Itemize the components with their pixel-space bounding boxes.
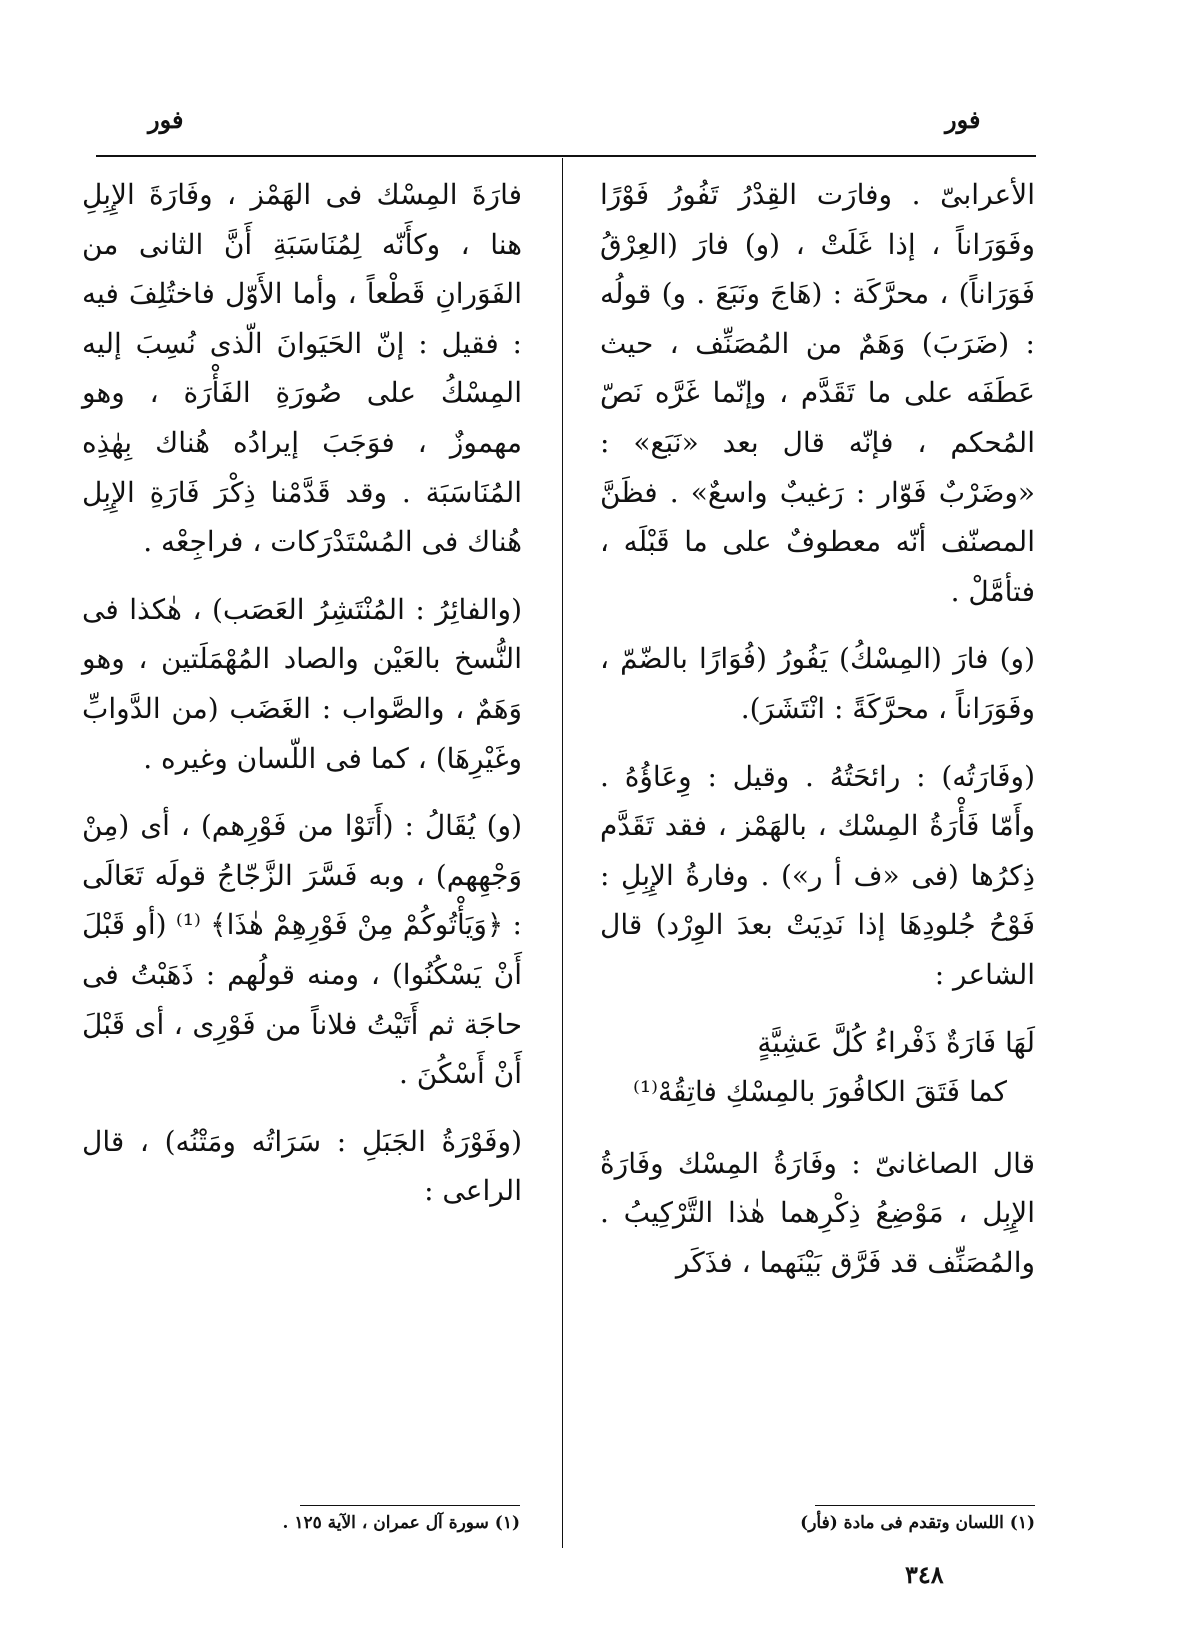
verse-hemistich-2: كما فَتَقَ الكافُورَ بالمِسْكِ فاتِقُهْ⁽¹⁾ — [632, 1075, 1007, 1109]
poetry-verse — [600, 1018, 1035, 1117]
paragraph: فارَةَ المِسْك فى الهَمْز ، وفَارَةَ الإِبِلِ هنا ، وكأَنّه لِمُنَاسَبَةِ أَنَّ الثانى من الفَوَرانِ قَطْعاً ، وأما الأَوّل فاختُلِفَ فيه : فقيل : إنّ الحَيَوانَ الّذى نُسِبَ إليه المِسْكُ على صُورَةِ الفَأْرَة ، وهو مهموزٌ ، فوَجَبَ إيرادُه هُناك بِهٰذِه المُنَاسَبَة . وقد قَدَّمْنا ذِكْرَ فَارَةِ الإِبِل هُناك فى المُسْتَدْرَكات ، فراجِعْه . — [82, 178, 522, 559]
paragraph: (و) فارَ (المِسْكُ) يَفُورُ (فُوَارًا بالضّمّ ، وفَوَرَاناً ، محرَّكَةً : انْتَشَرَ). — [600, 642, 1035, 725]
footnote-rule-right — [815, 1505, 1035, 1506]
paragraph: الأعرابىّ . وفارَت القِدْرُ تَفُورُ فَوْرًا وفَوَرَاناً ، إذا غَلَتْ ، (و) فارَ (العِرْقُ فَوَرَاناً) ، محرَّكَة : (هَاجَ ونَبَعَ . و) قولُه : (ضَرَبَ) وَهَمٌ من المُصَنِّف ، حيث عَطَفَه على ما تَقَدَّم ، وإنّما غَرَّه نَصّ المُحكم ، فإنّه قال بعد «نَبَع» : «وضَرْبٌ فَوّار : رَغيبٌ واسعٌ» . فظَنَّ المصنّف أنّه معطوفٌ على ما قَبْلَه ، فتأمَّلْ . — [600, 178, 1035, 608]
footnote-rule-left — [300, 1505, 520, 1506]
footnote-left: (١) سورة آل عمران ، الآية ١٢٥ . — [282, 1513, 520, 1533]
paragraph: (وفَارَتُه) : رائحَتُهُ . وقيل : وِعَاؤُهُ . وأَمّا فَأْرَةُ المِسْك ، بالهَمْز ، فقد تَقَدَّم ذِكرُها (فى «ف أ ر») . وفارةُ الإِبِلِ : فَوْحُ جُلودِهَا إذا نَدِيَتْ بعدَ الوِرْد) قال الشاعر : — [600, 759, 1035, 991]
paragraph: (والفائِرُ : المُنْتَشِرُ العَصَب) ، هٰكذا فى النُّسخ بالعَيْن والصاد المُهْمَلَتين ، وهو وَهَمٌ ، والصَّواب : الغَضَب (من الدَّوابِّ وغَيْرِهَا) ، كما فى اللّسان وغيره . — [82, 592, 522, 775]
right-column — [600, 170, 1035, 1305]
left-column — [82, 170, 522, 1234]
header-rule — [96, 155, 1036, 157]
verse-hemistich-1: لَهَا فَارَةٌ ذَفْراءُ كُلَّ عَشِيَّةٍ — [757, 1025, 1035, 1059]
footnote-right: (١) اللسان وتقدم فى مادة (فأر) — [800, 1513, 1035, 1533]
running-header-right: فور — [945, 105, 981, 134]
page-number: ٣٤٨ — [905, 1560, 944, 1589]
column-divider — [562, 158, 563, 1548]
running-header-left: فور — [148, 105, 184, 134]
paragraph: قال الصاغانىّ : وفَارَةُ المِسْك وفَارَةُ الإِبِل ، مَوْضِعُ ذِكْرِهما هٰذا التَّرْكِيبُ . والمُصَنِّف قد فَرَّق بَيْنَهما ، فذَكَر — [600, 1146, 1035, 1279]
paragraph: (وفَوْرَةُ الجَبَلِ : سَرَاتُه ومَتْنُه) ، قال الراعى : — [82, 1124, 522, 1208]
paragraph: (و) يُقَالُ : (أَتَوْا من فَوْرِهم) ، أى (مِنْ وَجْهِهم) ، وبه فَسَّرَ الزَّجّاجُ قولَه تَعَالَى : ﴿وَيَأْتُوكُمْ مِنْ فَوْرِهِمْ هٰذَا﴾ ⁽¹⁾ (أو قَبْلَ أَنْ يَسْكُنُوا) ، ومنه قولُهم : ذَهَبْتُ فى حاجَة ثم أَتَيْتُ فلاناً من فَوْرِى ، أى قَبْلَ أَنْ أَسْكُنَ . — [82, 809, 522, 1091]
